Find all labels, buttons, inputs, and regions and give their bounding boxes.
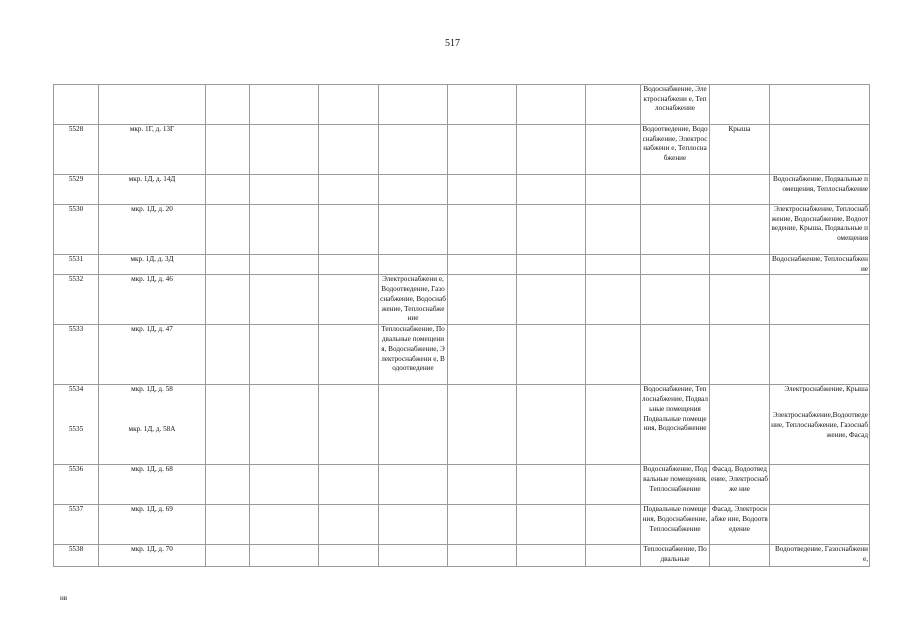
row-work-types-col11: Электроснабжение, Теплоснабжение, Водоснабжение, Водоотведение, Крыша, Подвальные помещения	[770, 205, 870, 255]
row-work-types-col10	[710, 175, 770, 205]
row-work-types-col11	[770, 275, 870, 325]
row-work-types-col11	[770, 505, 870, 545]
row-work-types-col11	[770, 465, 870, 505]
table-row	[54, 125, 870, 175]
row-number	[54, 85, 99, 125]
row-address: мкр. 1Д, д. 47	[99, 325, 206, 385]
row-address: мкр. 1Д, д. 70	[99, 545, 206, 567]
row-address	[99, 85, 206, 125]
row-work-types-col11: Водоснабжение, Подвальные помещения, Теплоснабжение	[770, 175, 870, 205]
table-row	[54, 85, 870, 125]
row-number: 5532	[54, 275, 99, 325]
row-work-types-col5	[379, 175, 448, 205]
table-row	[54, 175, 870, 205]
row-work-types-col5	[379, 385, 448, 465]
table-row	[54, 205, 870, 255]
row-work-types-col10: Фасад, Электроснабже ние, Водоотведение	[710, 505, 770, 545]
row-address	[99, 385, 206, 465]
row-work-types-col10	[710, 325, 770, 385]
row-work-types-col9: Подвальные помещения, Водоснабжение, Теплоснабжение	[641, 505, 710, 545]
row-work-types-col10: Крыша	[710, 125, 770, 175]
row-work-types-col9	[641, 325, 710, 385]
table-row	[54, 505, 870, 545]
row-work-types-col5	[379, 205, 448, 255]
row-number: 5533	[54, 325, 99, 385]
row-work-types-col5	[379, 85, 448, 125]
row-work-types-col5	[379, 505, 448, 545]
row-work-types-col5	[379, 255, 448, 275]
row-work-types-col5	[379, 545, 448, 567]
row-work-types-col11	[770, 325, 870, 385]
row-work-types-col11	[770, 385, 870, 465]
row-work-types-col5	[379, 125, 448, 175]
table-row	[54, 465, 870, 505]
row-address-b: мкр. 1Д, д. 58А	[128, 425, 176, 434]
row-work-types-col9	[641, 205, 710, 255]
row-work-types-col5: Электроснабжени е,Водоотведение, Газоснабжение, Водоснабжение, Теплоснабжение	[379, 275, 448, 325]
row-number: 5537	[54, 505, 99, 545]
row-work-types-col11-a: Электроснабжение, Крыша	[784, 385, 868, 394]
row-work-types-col5: Теплоснабжение, Подвальные помещения, Водоснабжение, Электроснабжени е, Водоотведение	[379, 325, 448, 385]
row-number-a: 5534	[68, 385, 84, 394]
row-work-types-col11	[770, 125, 870, 175]
row-number: 5530	[54, 205, 99, 255]
table-row	[54, 385, 870, 465]
row-work-types-col10	[710, 275, 770, 325]
page-number: 517	[445, 38, 460, 49]
row-address: мкр. 1Г, д. 13Г	[99, 125, 206, 175]
row-address: мкр. 1Д, д. 3Д	[99, 255, 206, 275]
row-work-types-col11: Водоотведение, Газоснабжение,	[770, 545, 870, 567]
row-work-types-col9-b: Подвальные помещения, Водоснабжение	[643, 414, 707, 433]
row-work-types-col9: Водоотведение, Водоснабжение, Электроснабжени е, Теплоснабжение	[641, 125, 710, 175]
row-number: 5538	[54, 545, 99, 567]
row-address: мкр. 1Д, д. 69	[99, 505, 206, 545]
row-work-types-col10	[710, 545, 770, 567]
row-number: 5528	[54, 125, 99, 175]
row-work-types-col10: Фасад, Водоотведение, Электроснабже ние	[710, 465, 770, 505]
footer-mark: нв	[60, 594, 68, 602]
row-work-types-col10	[710, 255, 770, 275]
row-number	[54, 385, 99, 465]
row-work-types-col11	[770, 85, 870, 125]
repair-schedule-table	[53, 84, 870, 567]
table-row	[54, 275, 870, 325]
row-address: мкр. 1Д, д. 14Д	[99, 175, 206, 205]
row-work-types-col10	[710, 85, 770, 125]
row-work-types-col11: Водоснабжение, Теплоснабжение	[770, 255, 870, 275]
row-number: 5536	[54, 465, 99, 505]
row-address: мкр. 1Д, д. 68	[99, 465, 206, 505]
table-row	[54, 325, 870, 385]
table-row	[54, 255, 870, 275]
row-address: мкр. 1Д, д. 46	[99, 275, 206, 325]
row-work-types-col5	[379, 465, 448, 505]
row-work-types-col9	[641, 175, 710, 205]
row-work-types-col9: Теплоснабжение, Подвальные	[641, 545, 710, 567]
table-row	[54, 545, 870, 567]
row-work-types-col9	[641, 275, 710, 325]
row-work-types-col9: Водоснабжение, Электроснабжени е, Теплоснабжение	[641, 85, 710, 125]
row-work-types-col9: Водоснабжение, Подвальные помещения, Теплоснабжение	[641, 465, 710, 505]
row-work-types-col10	[710, 385, 770, 465]
row-work-types-col10	[710, 205, 770, 255]
row-work-types-col11-b: Электроснабжение,Водоотведение, Теплоснабжение, Газоснабжение, Фасад	[771, 411, 868, 439]
row-address: мкр. 1Д, д. 20	[99, 205, 206, 255]
row-number: 5529	[54, 175, 99, 205]
row-number-b: 5535	[68, 425, 84, 434]
row-work-types-col9	[641, 255, 710, 275]
row-number: 5531	[54, 255, 99, 275]
row-work-types-col9	[641, 385, 710, 465]
row-work-types-col9-a: Водоснабжение, Теплоснабжение, Подвальные помещения	[642, 385, 708, 413]
row-address-a: мкр. 1Д, д. 58	[131, 385, 173, 394]
